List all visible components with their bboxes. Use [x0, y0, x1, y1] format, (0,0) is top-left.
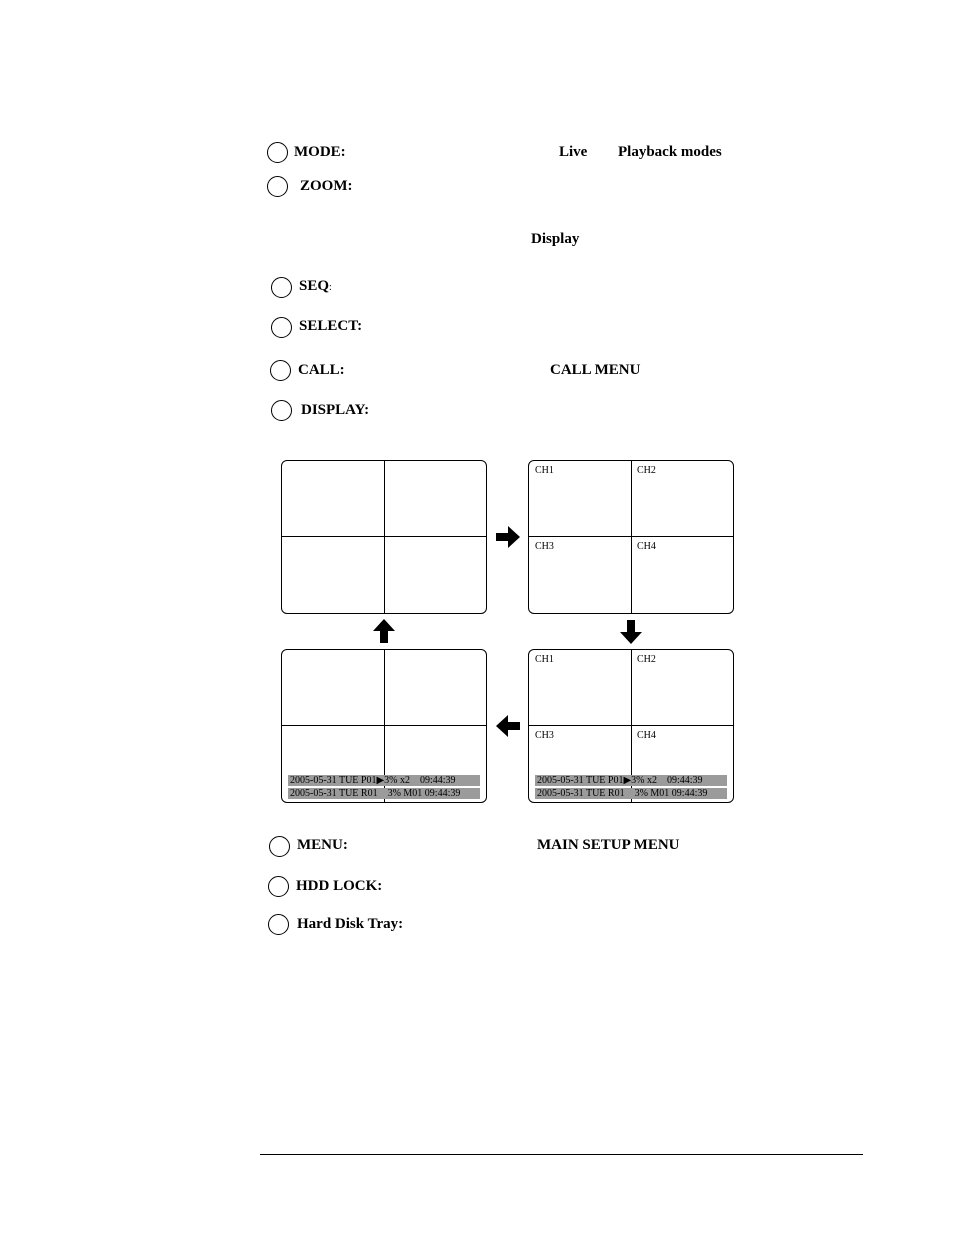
- osd-status-line-1: 2005-05-31 TUE P01▶3% x2 09:44:39: [535, 775, 727, 786]
- live-keyword: Live: [559, 144, 588, 160]
- callout-circle: [269, 836, 290, 857]
- callout-circle: [267, 176, 288, 197]
- seq-label: SEQ:: [299, 278, 332, 294]
- channel-label-ch2: CH2: [637, 465, 656, 476]
- screen-quad-status: [281, 649, 487, 803]
- osd-status-line-2: 2005-05-31 TUE R01 3% M01 09:44:39: [535, 788, 727, 799]
- zoom-label: ZOOM:: [300, 178, 353, 194]
- callout-circle: [271, 400, 292, 421]
- callout-circle: [271, 317, 292, 338]
- divider: [282, 536, 486, 537]
- hard-disk-tray-label: Hard Disk Tray:: [297, 916, 404, 932]
- call-menu-keyword: CALL MENU: [550, 362, 641, 378]
- osd-status-line-1: 2005-05-31 TUE P01▶3% x2 09:44:39: [288, 775, 480, 786]
- main-setup-menu-keyword: MAIN SETUP MENU: [537, 837, 680, 853]
- display-label: DISPLAY:: [301, 402, 370, 418]
- select-label: SELECT:: [299, 318, 363, 334]
- screen-quad-titles-status: [528, 649, 734, 803]
- channel-label-ch4: CH4: [637, 541, 656, 552]
- osd-status-line-2: 2005-05-31 TUE R01 3% M01 09:44:39: [288, 788, 480, 799]
- callout-circle: [268, 876, 289, 897]
- channel-label-ch4: CH4: [637, 730, 656, 741]
- menu-label: MENU:: [297, 837, 348, 853]
- arrow-left-icon: [496, 715, 520, 737]
- divider: [529, 536, 733, 537]
- arrow-down-icon: [620, 620, 642, 644]
- divider: [529, 725, 733, 726]
- hdd-lock-label: HDD LOCK:: [296, 878, 383, 894]
- playback-modes-keyword: Playback modes: [618, 144, 722, 160]
- callout-circle: [267, 142, 288, 163]
- display-keyword: Display: [531, 231, 580, 247]
- mode-label: MODE:: [294, 144, 346, 160]
- channel-label-ch3: CH3: [535, 541, 554, 552]
- arrow-up-icon: [373, 619, 395, 643]
- callout-circle: [271, 277, 292, 298]
- screen-quad-titles: [528, 460, 734, 614]
- channel-label-ch1: CH1: [535, 465, 554, 476]
- divider: [384, 461, 385, 613]
- channel-label-ch3: CH3: [535, 730, 554, 741]
- screen-quad-blank: [281, 460, 487, 614]
- divider: [631, 461, 632, 613]
- footer-rule: [260, 1154, 863, 1155]
- call-label: CALL:: [298, 362, 345, 378]
- callout-circle: [270, 360, 291, 381]
- callout-circle: [268, 914, 289, 935]
- channel-label-ch2: CH2: [637, 654, 656, 665]
- arrow-right-icon: [496, 526, 520, 548]
- divider: [282, 725, 486, 726]
- channel-label-ch1: CH1: [535, 654, 554, 665]
